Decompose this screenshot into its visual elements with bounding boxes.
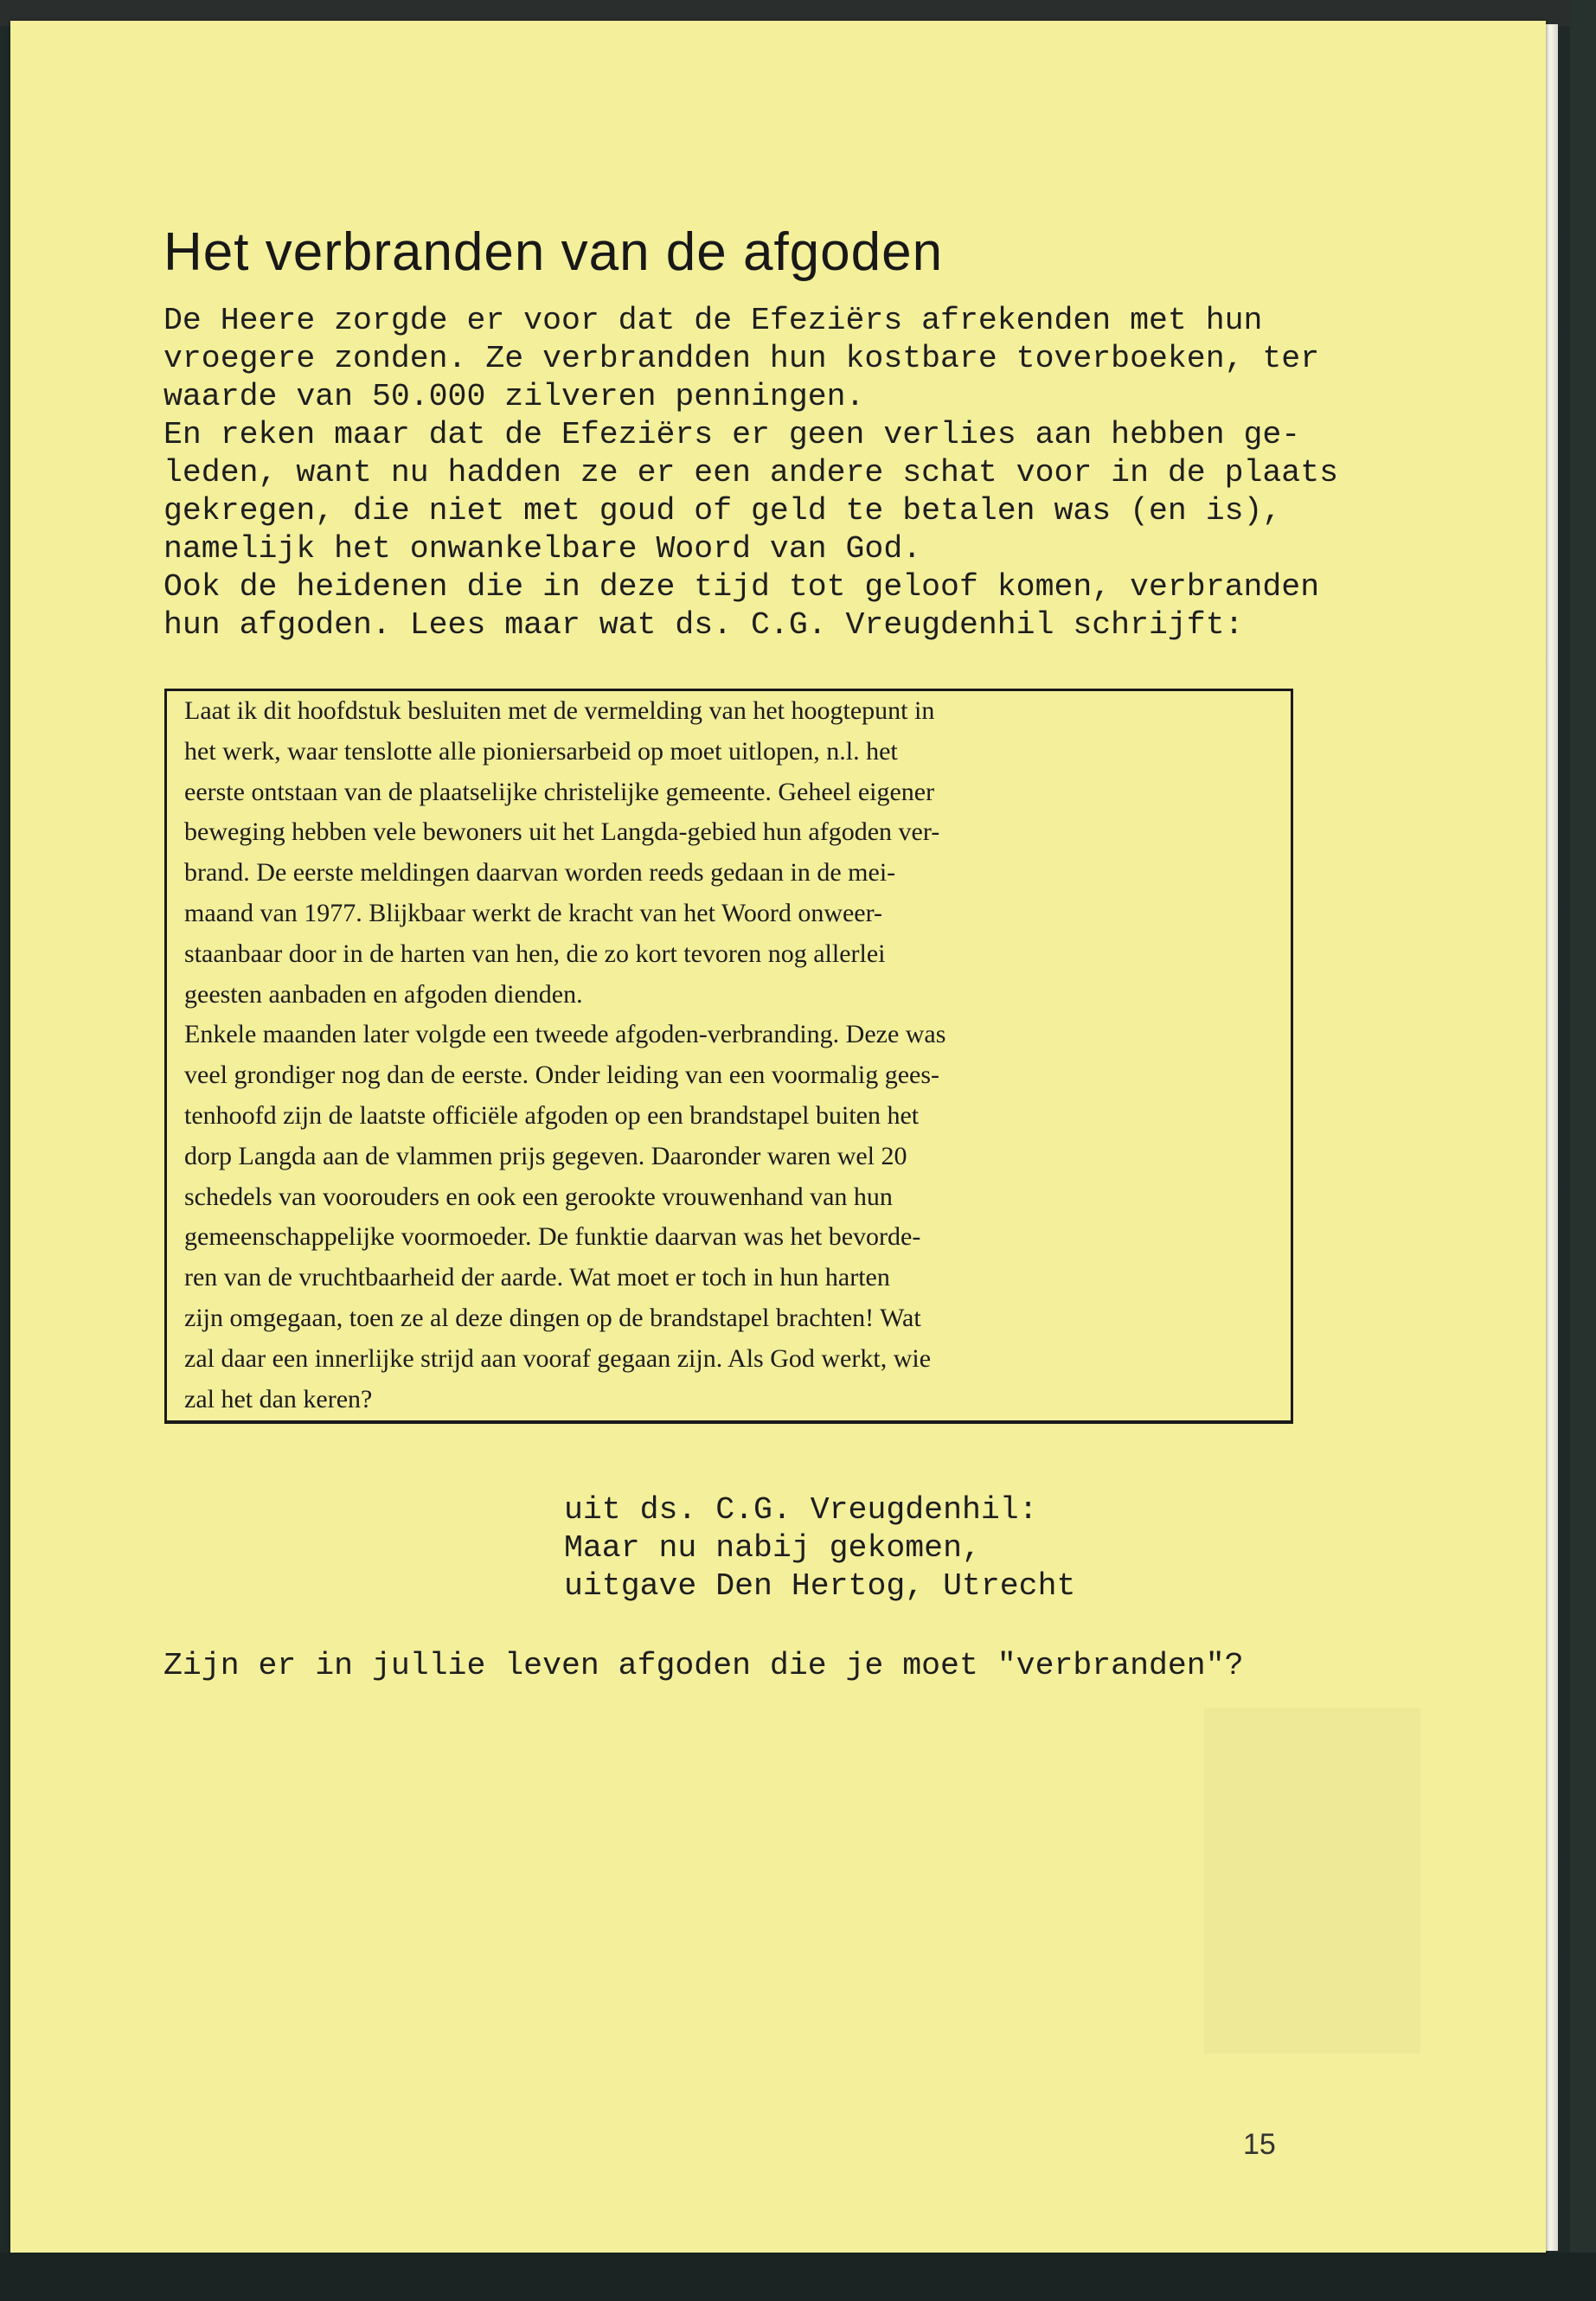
intro-line: waarde van 50.000 zilveren penningen. xyxy=(163,379,865,414)
intro-paragraph xyxy=(163,302,1433,644)
source-citation xyxy=(564,1491,1075,1606)
quote-line: zal het dan keren? xyxy=(184,1384,373,1413)
quote-line: brand. De eerste meldingen daarvan worden reeds gedaan in de mei- xyxy=(184,858,896,888)
source-line: uit ds. C.G. Vreugdenhil: xyxy=(564,1492,1038,1528)
quote-line: ren van de vruchtbaarheid der aarde. Wat moet er toch in hun harten xyxy=(184,1263,890,1292)
scan-background-bottom xyxy=(0,2253,1596,2301)
intro-line: gekregen, die niet met goud of geld te betalen was (en is), xyxy=(163,493,1282,529)
quote-line: geesten aanbaden en afgoden dienden. xyxy=(184,979,583,1009)
document-page xyxy=(10,21,1546,2253)
quote-line: eerste ontstaan van de plaatselijke christelijke gemeente. Geheel eigener xyxy=(184,777,935,806)
page-edge xyxy=(1546,24,1558,2251)
quote-line: Laat ik dit hoofdstuk besluiten met de vermelding van het hoogtepunt in xyxy=(184,696,935,725)
intro-line: namelijk het onwankelbare Woord van God. xyxy=(163,531,922,567)
quote-line: beweging hebben vele bewoners uit het Langda-gebied hun afgoden ver- xyxy=(184,817,940,847)
closing-question: Zijn er in jullie leven afgoden die je moet "verbranden"? xyxy=(163,1648,1244,1683)
quote-line: gemeenschappelijke voormoeder. De funktie daarvan was het bevorde- xyxy=(184,1222,921,1252)
quote-line: veel grondiger nog dan de eerste. Onder leiding van een voormalig gees- xyxy=(184,1061,940,1090)
source-line: Maar nu nabij gekomen, xyxy=(564,1530,981,1566)
quote-line: schedels van voorouders en ook een gerookte vrouwenhand van hun xyxy=(184,1182,893,1211)
quote-line: maand van 1977. Blijkbaar werkt de kracht van het Woord onweer- xyxy=(184,898,882,927)
source-line: uitgave Den Hertog, Utrecht xyxy=(564,1568,1076,1604)
quote-line: dorp Langda aan de vlammen prijs gegeven. Daaronder waren wel 20 xyxy=(184,1141,907,1170)
intro-line: Ook de heidenen die in deze tijd tot geloof komen, verbranden xyxy=(163,569,1320,605)
show-through-shadow xyxy=(1204,1708,1420,2054)
intro-line: hun afgoden. Lees maar wat ds. C.G. Vreugdenhil schrijft: xyxy=(163,607,1244,643)
page-title: Het verbranden van de afgoden xyxy=(163,222,944,282)
intro-line: En reken maar dat de Efeziërs er geen verlies aan hebben ge- xyxy=(163,417,1301,452)
quote-line: staanbaar door in de harten van hen, die zo kort tevoren nog allerlei xyxy=(184,939,886,968)
quote-line: zijn omgegaan, toen ze al deze dingen op de brandstapel brachten! Wat xyxy=(184,1303,921,1332)
quote-line: Enkele maanden later volgde een tweede afgoden-verbranding. Deze was xyxy=(184,1020,946,1049)
quote-box xyxy=(164,689,1293,1424)
quote-text xyxy=(184,691,1272,1420)
scan-background-right xyxy=(1570,0,1596,2301)
page-number: 15 xyxy=(1243,2128,1276,2161)
intro-line: De Heere zorgde er voor dat de Efeziërs afrekenden met hun xyxy=(163,303,1263,338)
intro-line: vroegere zonden. Ze verbrandden hun kostbare toverboeken, ter xyxy=(163,341,1320,376)
intro-line: leden, want nu hadden ze er een andere schat voor in de plaats xyxy=(163,455,1339,490)
article xyxy=(153,221,1433,644)
quote-line: zal daar een innerlijke strijd aan vooraf gegaan zijn. Als God werkt, wie xyxy=(184,1343,932,1373)
quote-line: tenhoofd zijn de laatste officiële afgoden op een brandstapel buiten het xyxy=(184,1100,920,1130)
quote-line: het werk, waar tenslotte alle pioniersarbeid op moet uitlopen, n.l. het xyxy=(184,736,898,766)
